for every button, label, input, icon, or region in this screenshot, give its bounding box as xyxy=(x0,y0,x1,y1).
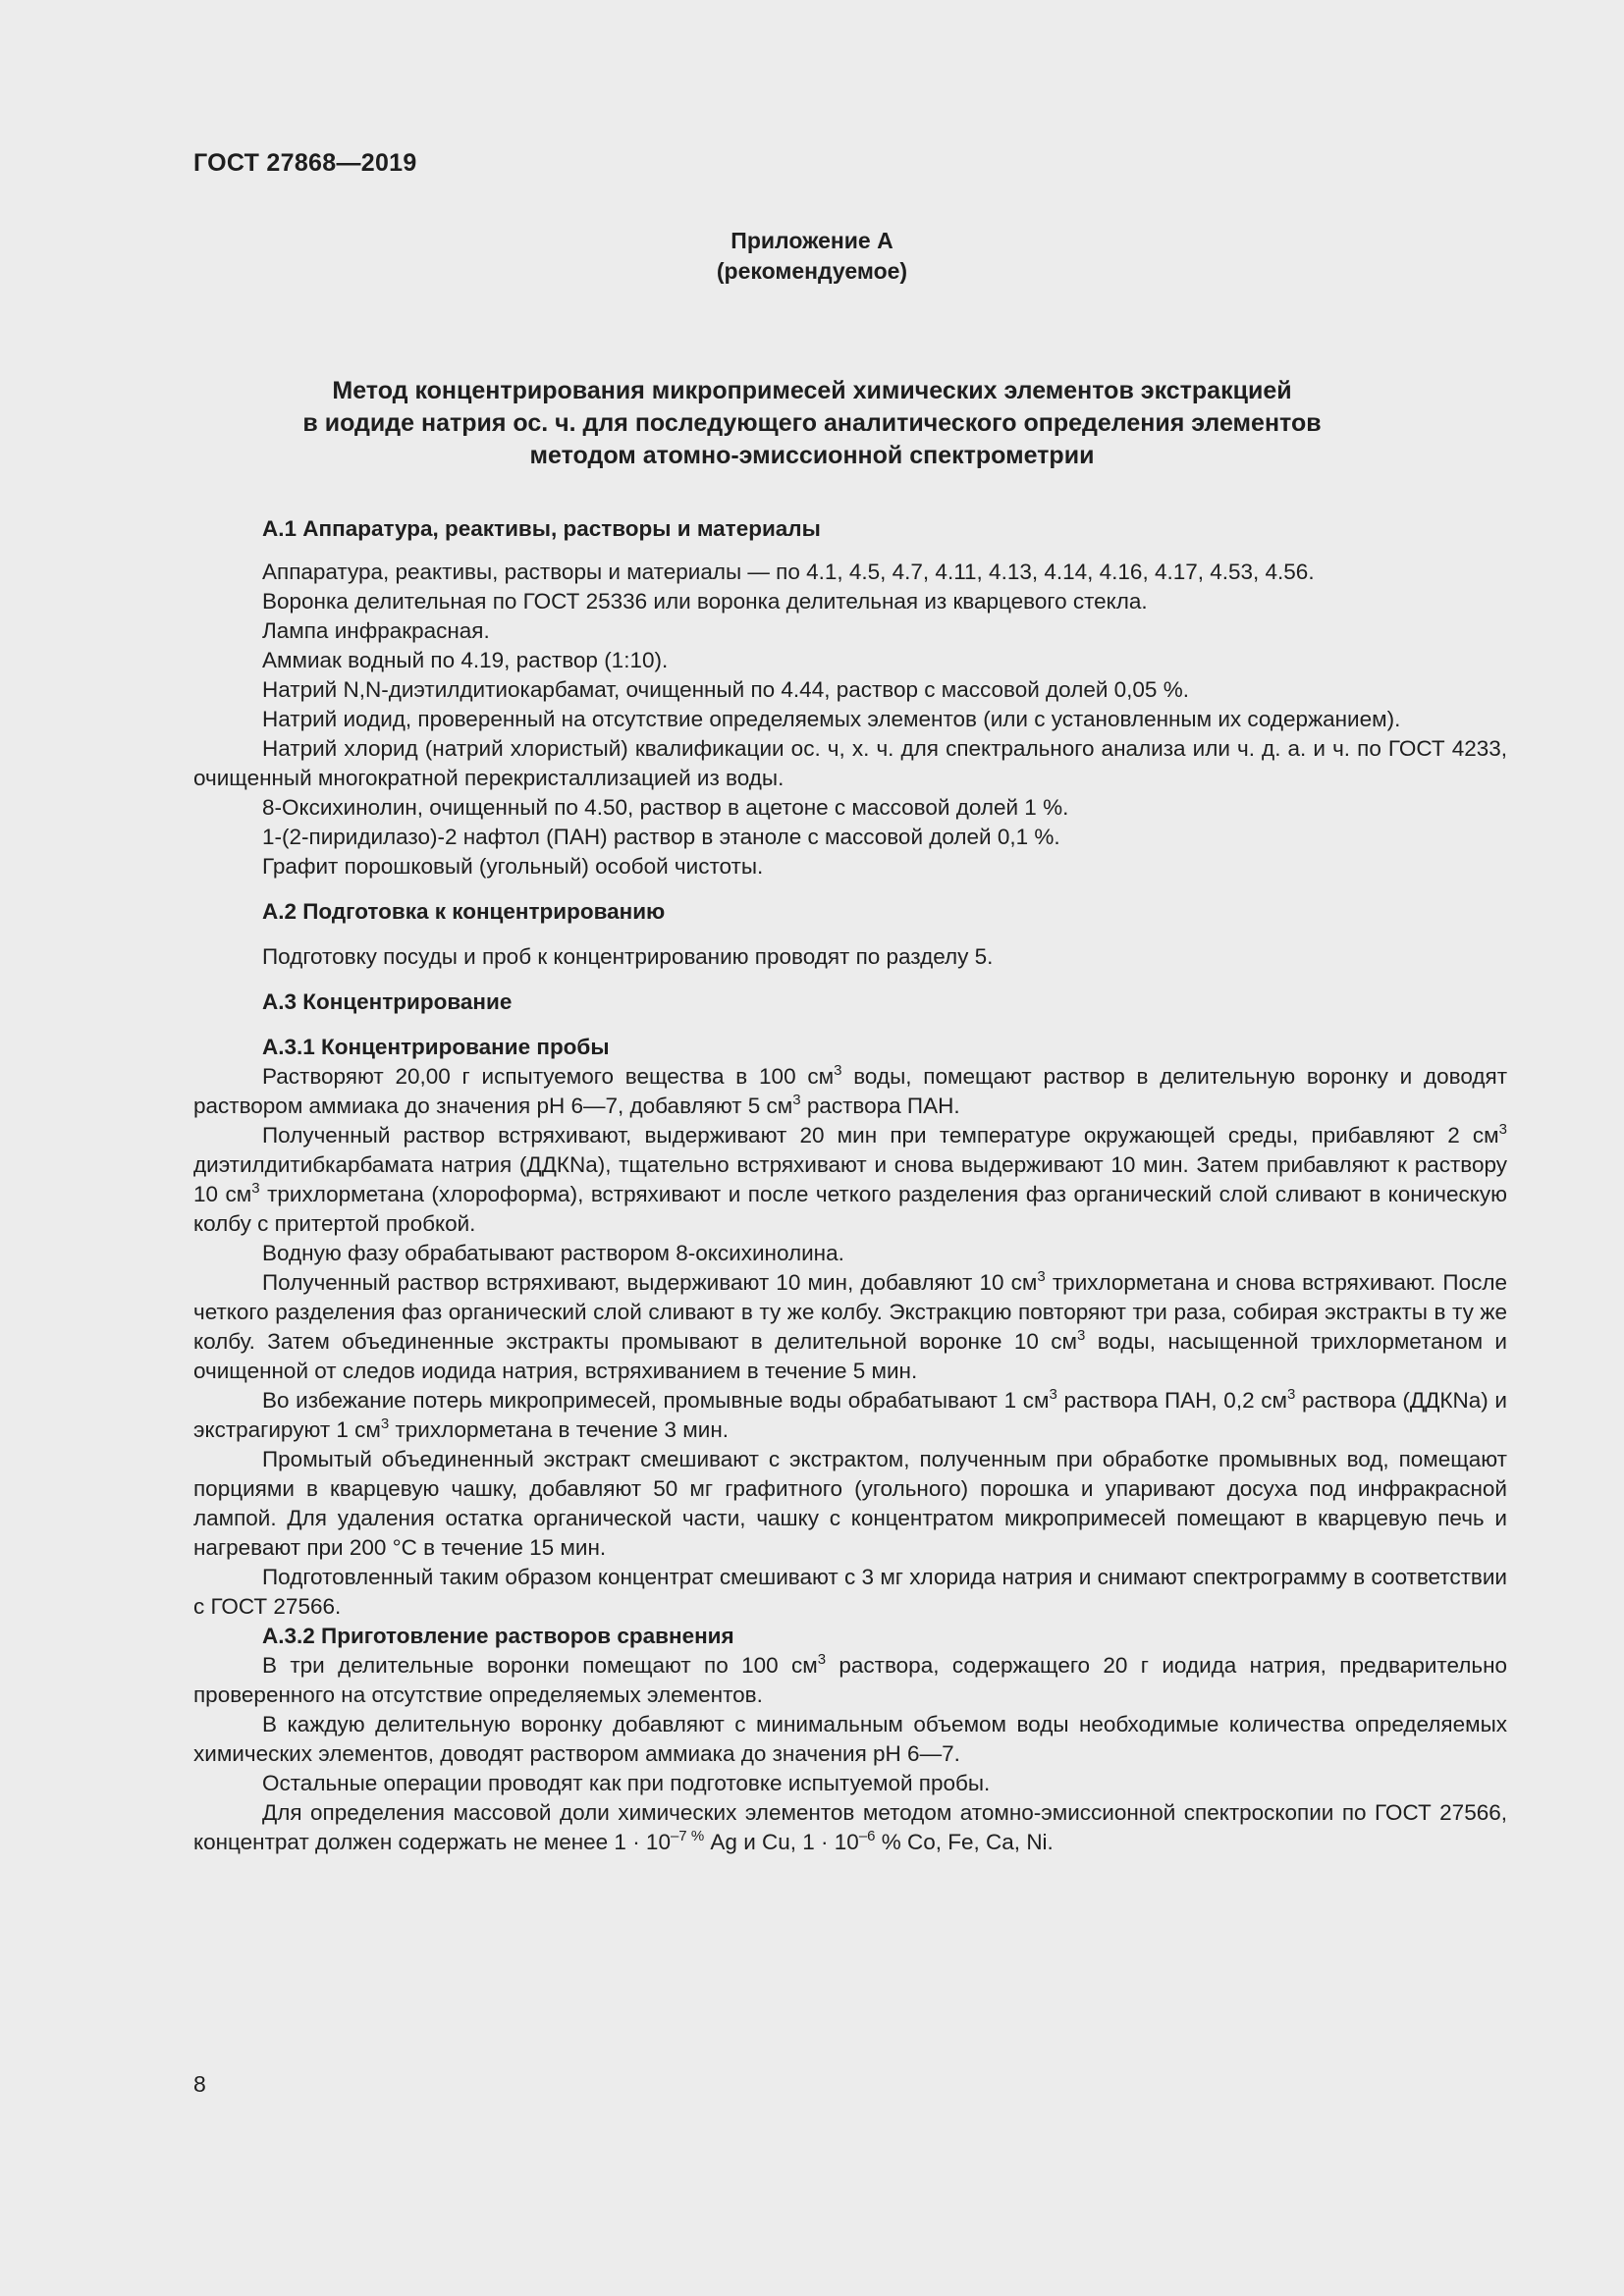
paragraph: 8-Оксихинолин, очищенный по 4.50, раствор в ацетоне с массовой долей 1 %. xyxy=(262,795,1069,820)
paragraph: Остальные операции проводят как при подготовке испытуемой пробы. xyxy=(262,1771,991,1795)
appendix-label: Приложение А xyxy=(731,228,893,253)
document-code: ГОСТ 27868—2019 xyxy=(193,149,417,177)
paragraph: В каждую делительную воронку добавляют с минимальным объемом воды необходимые количества определяемых химических элементов, доводят раствором аммиака до значения pH 6—7. xyxy=(193,1712,1507,1766)
page-number: 8 xyxy=(193,2071,206,2097)
title-line-2: в иодиде натрия ос. ч. для последующего аналитического определения элементов xyxy=(302,409,1322,437)
appendix-title xyxy=(226,375,1398,472)
paragraph: Графит порошковый (угольный) особой чистоты. xyxy=(262,854,764,879)
paragraph: Натрий хлорид (натрий хлористый) квалификации ос. ч, х. ч. для спектрального анализа или ч. д. а. и ч. по ГОСТ 4233, очищенный многократной перекристаллизацией из воды. xyxy=(193,736,1507,790)
paragraph: Подготовку посуды и проб к концентрированию проводят по разделу 5. xyxy=(262,944,994,969)
appendix-header xyxy=(0,226,1624,287)
section-a3-heading: А.3 Концентрирование xyxy=(262,989,513,1014)
paragraph: В три делительные воронки помещают по 100 $см^3$ раствора, содержащего 20 г иодида натрия, предварительно проверенного на отсутствие определяемых элементов. xyxy=(193,1650,1508,1707)
paragraph: Во избежание потерь микропримесей, промывные воды обрабатывают 1 $см^3$ раствора ПАН, 0,2 $см^3$ раствора (ДДКNa) и экстрагируют 1 $см^3$ трихлорметана в течение 3 мин. xyxy=(193,1385,1507,1442)
paragraph: Воронка делительная по ГОСТ 25336 или воронка делительная из кварцевого стекла. xyxy=(262,589,1148,614)
paragraph: Растворяют 20,00 г испытуемого вещества в 100 $см^3$ воды, помещают раствор в делительную воронку и доводят раствором аммиака до значения pH 6—7, добавляют 5 $см^3$ раствора ПАН. xyxy=(193,1061,1507,1118)
section-a1-heading: А.1 Аппаратура, реактивы, растворы и материалы xyxy=(262,516,821,541)
section-a31-heading: А.3.1 Концентрирование пробы xyxy=(262,1035,610,1059)
title-line-1: Метод концентрирования микропримесей химических элементов экстракцией xyxy=(332,377,1292,404)
paragraph: Лампа инфракрасная. xyxy=(262,618,490,643)
paragraph: Полученный раствор встряхивают, выдерживают 20 мин при температуре окружающей среды, прибавляют 2 $см^3$ диэтилдитибкарбамата натрия (ДДКNa), тщательно встряхивают и снова выдерживают 10 мин. Затем прибавляют к раствору 10 $см^3$ трихлорметана (хлороформа), встряхивают и после четкого разделения фаз органический слой сливают в коническую колбу с притертой пробкой. xyxy=(193,1120,1507,1236)
paragraph: 1-(2-пиридилазо)-2 нафтол (ПАН) раствор в этаноле с массовой долей 0,1 %. xyxy=(262,825,1060,849)
section-a32-heading: А.3.2 Приготовление растворов сравнения xyxy=(262,1624,734,1648)
title-line-3: методом атомно-эмиссионной спектрометрии xyxy=(529,442,1095,469)
paragraph: Натрий N,N-диэтилдитиокарбамат, очищенный по 4.44, раствор с массовой долей 0,05 %. xyxy=(262,677,1189,702)
paragraph: Аммиак водный по 4.19, раствор (1:10). xyxy=(262,648,669,672)
paragraph: Натрий иодид, проверенный на отсутствие определяемых элементов (или с установленным их содержанием). xyxy=(262,707,1401,731)
paragraph: Подготовленный таким образом концентрат смешивают с 3 мг хлорида натрия и снимают спектрограмму в соответствии с ГОСТ 27566. xyxy=(193,1565,1507,1619)
paragraph: Для определения массовой доли химических элементов методом атомно-эмиссионной спектроскопии по ГОСТ 27566, концентрат должен содержать не менее $1 \cdot 10^{-7 \%}$ Ag и Cu, $1 \cdot 10^{-6}$ % Co, Fe, Ca, Ni. xyxy=(193,1800,1507,1854)
paragraph: Аппаратура, реактивы, растворы и материалы — по 4.1, 4.5, 4.7, 4.11, 4.13, 4.14, 4.16, 4.17, 4.53, 4.56. xyxy=(262,560,1315,584)
paragraph: Полученный раствор встряхивают, выдерживают 10 мин, добавляют 10 $см^3$ трихлорметана и снова встряхивают. После четкого разделения фаз органический слой сливают в ту же колбу. Экстракцию повторяют три раза, собирая экстракты в ту же колбу. Затем объединенные экстракты промывают в делительной воронке 10 $см^3$ воды, насыщенной трихлорметаном и очищенной от следов иодида натрия, встряхиванием в течение 5 мин. xyxy=(193,1267,1508,1383)
document-body xyxy=(193,514,1507,1857)
appendix-status: (рекомендуемое) xyxy=(716,258,908,284)
paragraph: Водную фазу обрабатывают раствором 8-оксихинолина. xyxy=(262,1241,844,1265)
paragraph: Промытый объединенный экстракт смешивают с экстрактом, полученным при обработке промывных вод, помещают порциями в кварцевую чашку, добавляют 50 мг графитного (угольного) порошка и упаривают досуха под инфракрасной лампой. Для удаления остатка органической части, чашку с концентратом микропримесей помещают в кварцевую печь и нагревают при 200 °С в течение 15 мин. xyxy=(193,1447,1507,1560)
section-a2-heading: А.2 Подготовка к концентрированию xyxy=(262,899,666,924)
